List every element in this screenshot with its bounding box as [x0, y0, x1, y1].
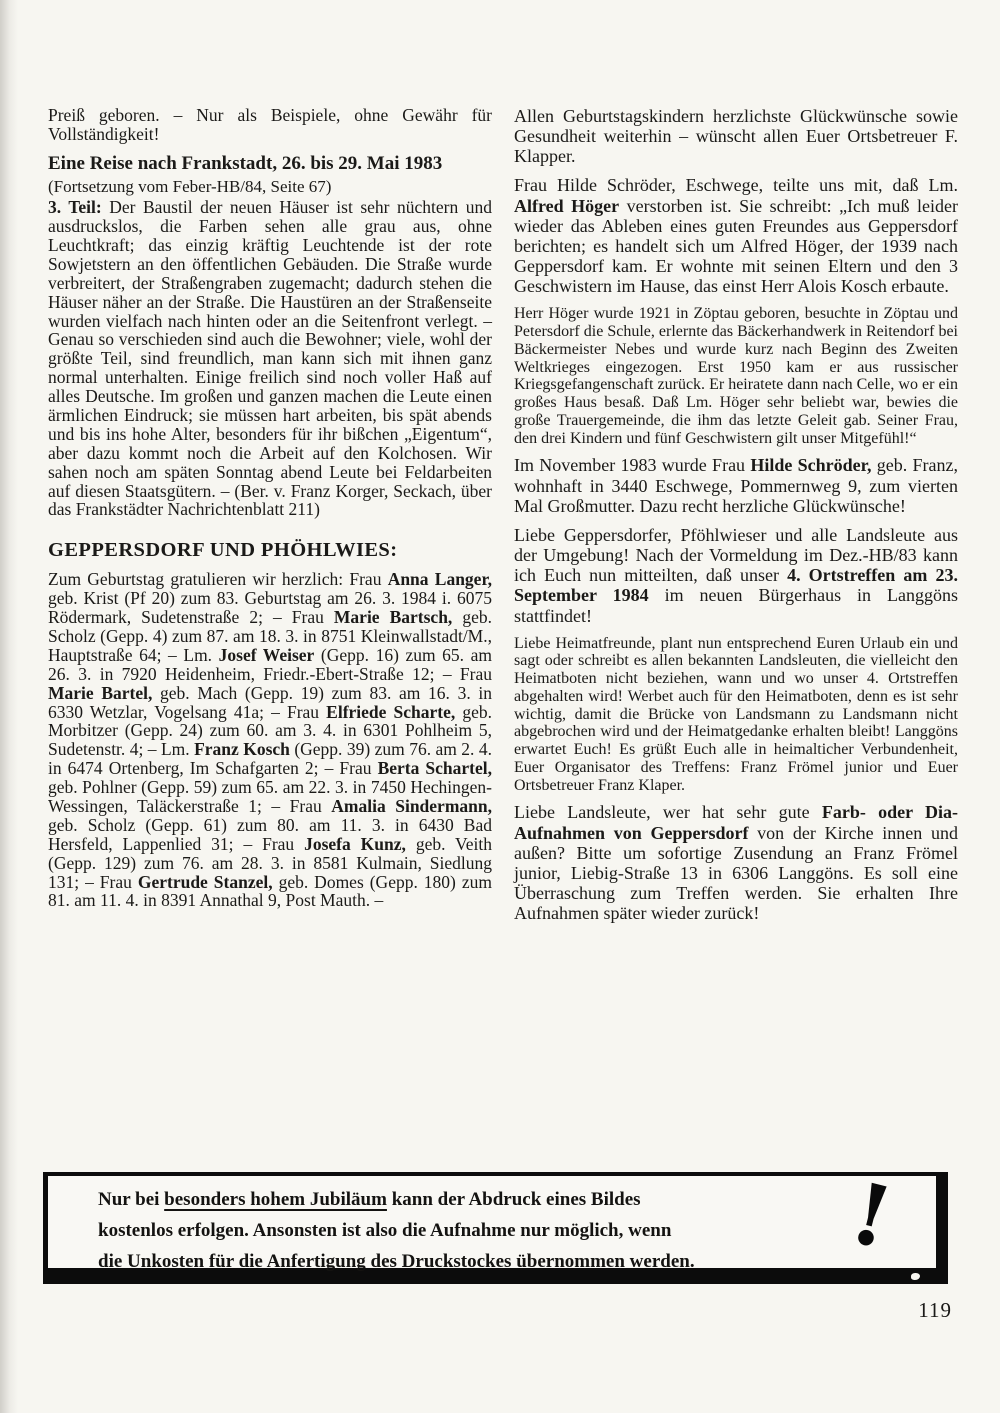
paragraph-hoeger-biography	[514, 305, 958, 447]
text-run: kostenlos erfolgen. Ansonsten ist also die Aufnahme nur möglich, wenn	[98, 1220, 672, 1241]
bold-text-run: Marie Bartel,	[48, 682, 153, 703]
article-heading	[48, 153, 492, 175]
text-run: (Gepp. 39) zum 76. am 2. 4. in 6474 Ortenberg, Im Schafgarten 2; – Frau	[48, 739, 492, 779]
text-run: geb. Scholz (Gepp. 4) zum 87. am 18. 3. in 8751 Kleinwallstadt/M., Hauptstraße 64; – Lm.	[48, 607, 492, 665]
right-column	[514, 106, 958, 932]
paragraph-heimatfreunde-appeal	[514, 635, 958, 795]
text-run: die Unkosten für die Anfertigung des Druckstockes übernommen werden.	[98, 1251, 695, 1272]
article-subheading	[48, 177, 492, 197]
text-run: Im November 1983 wurde Frau	[514, 455, 751, 476]
text-run: im neuen Bürgerhaus in Langgöns stattfindet!	[514, 585, 958, 626]
text-run: Liebe Geppersdorfer, Pföhlwieser und alle Landsleute aus der Umgebung! Nach der Vormeldung im Dez.-HB/83 kann ich Euch nun mitteilten, daß unser	[514, 524, 958, 586]
two-column-text	[48, 106, 958, 932]
bold-text-run: besonders hohem Jubiläum	[164, 1189, 387, 1210]
text-run: geb. Scholz (Gepp. 61) zum 80. am 11. 3. in 6430 Bad Hersfeld, Lappenlied 31; – Frau	[48, 814, 492, 854]
text-run: Liebe Landsleute, wer hat sehr gute	[514, 802, 822, 823]
bold-text-run: Eine Reise nach Frankstadt, 26. bis 29. Mai 1983	[48, 152, 443, 174]
page-number: 119	[918, 1298, 952, 1322]
text-run: (Fortsetzung vom Feber-HB/84, Seite 67)	[48, 176, 332, 196]
bold-text-run: Marie Bartsch,	[333, 607, 453, 628]
bold-text-run: 4. Ortstreffen am 23. September 1984	[514, 565, 958, 606]
exclamation-mark-icon: !	[841, 1163, 902, 1269]
text-run: Preiß geboren. – Nur als Beispiele, ohne Gewähr für Vollständigkeit!	[48, 105, 492, 144]
text-run: geb. Veith (Gepp. 129) zum 76. am 28. 3. in 8581 Kulmain, Siedlung 131; – Frau	[48, 833, 493, 892]
text-run: von der Kirche innen und außen? Bitte um sofortige Zusendung an Franz Frömel junior, Liebig-Straße 13 in 6306 Langgöns. Es soll eine Überraschung zum Treffen werden. Sie erhalten Ihre Aufnahmen später wieder zurück!	[514, 822, 958, 924]
text-run: Allen Geburtstagskindern herzlichste Glückwünsche sowie Gesundheit weiterhin – wünscht allen Euer Ortsbetreuer F. Klapper.	[514, 106, 958, 167]
bold-text-run: Nur bei	[98, 1189, 165, 1210]
bold-text-run: Amalia Sindermann,	[331, 796, 492, 816]
bold-text-run: Farb- oder Dia-Aufnahmen von Geppersdorf	[514, 802, 958, 843]
bold-text-run: Abdruck eines Bildes	[468, 1189, 641, 1210]
print-speck	[911, 1273, 920, 1280]
bold-text-run: 3. Teil:	[48, 197, 102, 218]
text-run: Frau Hilde Schröder, Eschwege, teilte uns mit, daß Lm.	[514, 175, 958, 196]
bold-text-run: Josef Weiser	[218, 644, 315, 665]
paragraph-continuation	[48, 106, 492, 144]
paragraph-obituary-hoeger	[514, 175, 958, 296]
scan-edge-shadow	[0, 0, 18, 1413]
left-column	[48, 106, 492, 932]
text-run: geb. Franz, wohnhaft in 3440 Eschwege, Pommernweg 9, zum vierten Mal Großmutter. Dazu recht herzliche Glückwünsche!	[514, 455, 958, 516]
text-run: geb. Mach (Gepp. 19) zum 83. am 16. 3. in 6330 Wetzlar, Vogelsang 41a; – Frau	[48, 682, 492, 722]
bold-text-run: kann der	[386, 1189, 469, 1210]
text-run: Der Baustil der neuen Häuser ist sehr nüchtern und ausdruckslos, die Farben sehen alle grau aus, ohne Leuchtkraft; das einzig kräftig Leuchtende ist der rote Sowjetstern an den öffentlichen Gebäuden. Die Straße wurde verbreitert, der Straßengraben zugemacht; dadurch stehen die Häuser näher an der Straße. Die Haustüren an der Straßenseite wurden vielfach nach hinten oder an die Seitenfront verlegt. – Genau so verschieden sind auch die Bewohner; viele, wohl der größte Teil, sind freundlich, man kann sich mit ihnen ganz normal unterhalten. Einige freilich sind noch voller Haß auf alles Deutsche. Im großen und ganzen machen die Leute einen ärmlichen Eindruck; sie müssen hart arbeiten, bis spät abends und bis ins hohe Alter, besonders für ihr bißchen „Eigentum“, aber dazu kommt noch die Arbeit auf den Kolchosen. Wir sahen noch am späten Sonntag abend Leute bei Feldarbeiten auf diesen Staatsgütern. – (Ber. v. Franz Korger, Seckach, über das Frankstädter Nachrichtenblatt 211)	[48, 197, 492, 520]
notice-line	[98, 1184, 806, 1215]
text-run: geb. Morbitzer (Gepp. 24) zum 60. am 3. 4. in 6301 Pohlheim 5, Sudetenstr. 4; – Lm.	[48, 701, 492, 760]
paragraph-travel-report	[48, 198, 492, 519]
text-run: Herr Höger wurde 1921 in Zöptau geboren, besuchte in Zöptau und Petersdorf die Schule, erlernte das Bäckerhandwerk in Reitendorf bei Bäckermeister Nebes und wurde kurz nach Beginn des Zweiten Weltkrieges eingezogen. Erst 1950 kam er aus russischer Kriegsgefangenschaft zurück. Er heiratete dann nach Celle, wo er ein großes Haus besaß. Daß Lm. Höger sehr beliebt war, bewies die große Trauergemeinde, die ihm das letzte Geleit gab. Seiner Frau, den drei Kindern und fünf Geschwistern gilt unser Mitgefühl!“	[514, 305, 958, 447]
notice-box	[43, 1163, 948, 1284]
text-run: Zum Geburtstag gratulieren wir herzlich: Frau	[48, 569, 388, 590]
text-run: geb. Pohlner (Gepp. 59) zum 65. am 22. 3. in 7450 Hechingen-Wessingen, Taläckerstraße 1; – Frau	[48, 777, 492, 816]
text-run: (Gepp. 16) zum 65. am 26. 3. in 7920 Heidenheim, Friedr.-Ebert-Straße 12; – Frau	[48, 644, 492, 684]
bold-text-run: GEPPERSDORF UND PHÖHLWIES:	[48, 539, 398, 562]
text-run: verstorben ist. Sie schreibt: „Ich muß leider wieder das Ableben eines guten Freundes aus Geppersdorf berichten; es handelt sich um Alfred Höger, der 1939 nach Geppersdorf kam. Er wohnte mit seinen Eltern und den 3 Geschwistern im Hause, das einst Herr Alois Kosch erbaute.	[514, 195, 958, 297]
bold-text-run: Berta Schartel,	[377, 758, 492, 779]
notice-line	[98, 1246, 806, 1277]
text-run: geb. Krist (Pf 20) zum 83. Geburtstag am 26. 3. 1984 i. 6075 Rödermark, Sudetenstraße 2; – Frau	[48, 588, 492, 628]
bold-text-run: Hilde Schröder,	[750, 455, 872, 476]
text-run: geb. Domes (Gepp. 180) zum 81. am 11. 4. in 8391 Annathal 9, Post Mauth. –	[48, 871, 492, 911]
section-heading-geppersdorf	[48, 539, 492, 562]
paragraph-greetings	[514, 106, 958, 166]
bold-text-run: Franz Kosch	[194, 739, 290, 760]
bold-text-run: Anna Langer,	[387, 569, 492, 590]
paragraph-photo-request	[514, 802, 958, 923]
bold-text-run: Gertrude Stanzel,	[137, 871, 273, 892]
paragraph-ortstreffen-announcement	[514, 525, 958, 626]
bold-text-run: Alfred Höger	[514, 195, 620, 216]
notice-line	[98, 1215, 806, 1246]
text-run: Liebe Heimatfreunde, plant nun entsprechend Euren Urlaub ein und sagt oder schreibt es allen bekannten Landsleuten, die vielleicht den Heimatboten nicht beziehen, wann und wo unser 4. Ortstreffen abgehalten wird! Werbet auch für den Heimatboten, denn es ist sehr wichtig, damit die Brücke von Landsmann zu Landsmann nicht abgebrochen wird und der Heimatgedanke erhalten bleibt! Langgöns erwartet Euch! Es grüßt Euch alle in heimalticher Verbundenheit, Euer Organisator des Treffens: Franz Frömel junior und Euer Ortsbetreuer Franz Klaper.	[514, 634, 958, 794]
notice-text	[98, 1184, 806, 1277]
paragraph-birthdays	[48, 570, 492, 910]
paragraph-grandmother	[514, 455, 958, 515]
bold-text-run: Josefa Kunz,	[304, 833, 406, 854]
bold-text-run: Elfriede Scharte,	[326, 701, 456, 722]
